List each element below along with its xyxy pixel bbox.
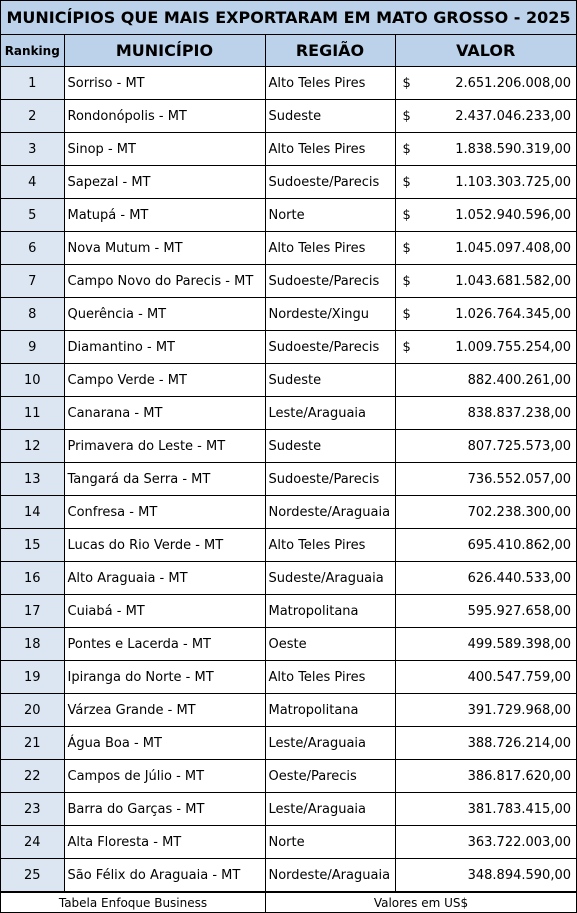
regiao-cell: Sudoeste/Parecis: [265, 463, 395, 496]
valor-amount: 348.894.590,00: [467, 867, 571, 883]
valor-amount: 400.547.759,00: [467, 669, 571, 685]
valor-cell: [395, 298, 576, 331]
valor-cell: [395, 661, 576, 694]
regiao-cell: Sudoeste/Parecis: [265, 265, 395, 298]
rank-cell: 1: [1, 67, 64, 100]
rank-cell: 9: [1, 331, 64, 364]
valor-cell: [395, 463, 576, 496]
rank-cell: 25: [1, 859, 64, 892]
regiao-cell: Alto Teles Pires: [265, 133, 395, 166]
municipio-cell: Sapezal - MT: [64, 166, 265, 199]
valor-amount: 388.726.214,00: [467, 735, 571, 751]
footer-source: Tabela Enfoque Business: [1, 893, 266, 912]
valor-cell: [395, 166, 576, 199]
table-row: [1, 67, 576, 100]
municipio-cell: Confresa - MT: [64, 496, 265, 529]
municipio-cell: Campos de Júlio - MT: [64, 760, 265, 793]
rank-cell: 22: [1, 760, 64, 793]
municipio-cell: Alto Araguaia - MT: [64, 562, 265, 595]
valor-cell: [395, 793, 576, 826]
valor-cell: [395, 331, 576, 364]
table-row: [1, 232, 576, 265]
regiao-cell: Sudoeste/Parecis: [265, 331, 395, 364]
regiao-cell: Alto Teles Pires: [265, 529, 395, 562]
table-footer: [1, 892, 576, 912]
regiao-cell: Sudeste: [265, 364, 395, 397]
rank-cell: 10: [1, 364, 64, 397]
table-row: [1, 628, 576, 661]
table-row: [1, 100, 576, 133]
header-municipio: MUNICÍPIO: [64, 35, 265, 67]
municipio-cell: Canarana - MT: [64, 397, 265, 430]
valor-amount: 1.052.940.596,00: [455, 207, 571, 223]
rank-cell: 17: [1, 595, 64, 628]
regiao-cell: Nordeste/Araguaia: [265, 859, 395, 892]
valor-amount: 626.440.533,00: [467, 570, 571, 586]
table-row: [1, 397, 576, 430]
rank-cell: 7: [1, 265, 64, 298]
rank-cell: 8: [1, 298, 64, 331]
table-row: [1, 463, 576, 496]
regiao-cell: Norte: [265, 826, 395, 859]
table-row: [1, 859, 576, 892]
regiao-cell: Sudeste: [265, 430, 395, 463]
valor-cell: [395, 859, 576, 892]
table-body: [1, 67, 576, 892]
valor-cell: [395, 100, 576, 133]
table-row: [1, 760, 576, 793]
valor-cell: [395, 595, 576, 628]
valor-amount: 595.927.658,00: [467, 603, 571, 619]
rank-cell: 15: [1, 529, 64, 562]
municipio-cell: Lucas do Rio Verde - MT: [64, 529, 265, 562]
municipio-cell: Sorriso - MT: [64, 67, 265, 100]
valor-cell: [395, 199, 576, 232]
table-row: [1, 529, 576, 562]
header-row: [1, 35, 576, 67]
regiao-cell: Nordeste/Araguaia: [265, 496, 395, 529]
regiao-cell: Leste/Araguaia: [265, 793, 395, 826]
valor-cell: [395, 760, 576, 793]
header-valor: VALOR: [395, 35, 576, 67]
currency-symbol: $: [402, 273, 411, 289]
valor-amount: 499.589.398,00: [467, 636, 571, 652]
regiao-cell: Matropolitana: [265, 694, 395, 727]
municipio-cell: Campo Verde - MT: [64, 364, 265, 397]
regiao-cell: Sudeste: [265, 100, 395, 133]
valor-amount: 1.026.764.345,00: [455, 306, 571, 322]
valor-amount: 381.783.415,00: [467, 801, 571, 817]
valor-cell: [395, 430, 576, 463]
valor-amount: 2.651.206.008,00: [455, 75, 571, 91]
currency-symbol: $: [402, 141, 411, 157]
municipio-cell: Água Boa - MT: [64, 727, 265, 760]
regiao-cell: Oeste/Parecis: [265, 760, 395, 793]
currency-symbol: $: [402, 108, 411, 124]
header-regiao: REGIÃO: [265, 35, 395, 67]
valor-amount: 882.400.261,00: [467, 372, 571, 388]
municipio-cell: Cuiabá - MT: [64, 595, 265, 628]
regiao-cell: Sudoeste/Parecis: [265, 166, 395, 199]
currency-symbol: $: [402, 174, 411, 190]
footer-currency-note: Valores em US$: [373, 895, 469, 910]
valor-cell: [395, 562, 576, 595]
regiao-cell: Alto Teles Pires: [265, 232, 395, 265]
municipio-cell: Barra do Garças - MT: [64, 793, 265, 826]
valor-cell: [395, 628, 576, 661]
rank-cell: 20: [1, 694, 64, 727]
municipio-cell: Querência - MT: [64, 298, 265, 331]
table-row: [1, 661, 576, 694]
valor-amount: 807.725.573,00: [467, 438, 571, 454]
valor-amount: 391.729.968,00: [467, 702, 571, 718]
valor-amount: 1.103.303.725,00: [455, 174, 571, 190]
currency-symbol: $: [402, 306, 411, 322]
valor-cell: [395, 265, 576, 298]
municipio-cell: Várzea Grande - MT: [64, 694, 265, 727]
rank-cell: 12: [1, 430, 64, 463]
valor-cell: [395, 364, 576, 397]
municipio-cell: Campo Novo do Parecis - MT: [64, 265, 265, 298]
municipio-cell: Tangará da Serra - MT: [64, 463, 265, 496]
municipio-cell: Ipiranga do Norte - MT: [64, 661, 265, 694]
valor-cell: [395, 496, 576, 529]
rank-cell: 6: [1, 232, 64, 265]
valor-cell: [395, 67, 576, 100]
regiao-cell: Alto Teles Pires: [265, 67, 395, 100]
table-row: [1, 727, 576, 760]
regiao-cell: Alto Teles Pires: [265, 661, 395, 694]
regiao-cell: Leste/Araguaia: [265, 397, 395, 430]
table-row: [1, 694, 576, 727]
municipio-cell: Pontes e Lacerda - MT: [64, 628, 265, 661]
currency-symbol: $: [402, 75, 411, 91]
regiao-cell: Oeste: [265, 628, 395, 661]
rank-cell: 2: [1, 100, 64, 133]
rank-cell: 13: [1, 463, 64, 496]
table-row: [1, 595, 576, 628]
table-row: [1, 133, 576, 166]
table-row: [1, 364, 576, 397]
table-row: [1, 430, 576, 463]
valor-amount: 838.837.238,00: [467, 405, 571, 421]
rank-cell: 5: [1, 199, 64, 232]
regiao-cell: Matropolitana: [265, 595, 395, 628]
currency-symbol: $: [402, 240, 411, 256]
valor-cell: [395, 694, 576, 727]
valor-amount: 1.045.097.408,00: [455, 240, 571, 256]
table-row: [1, 331, 576, 364]
valor-cell: [395, 826, 576, 859]
table-row: [1, 826, 576, 859]
regiao-cell: Leste/Araguaia: [265, 727, 395, 760]
municipio-cell: São Félix do Araguaia - MT: [64, 859, 265, 892]
valor-amount: 1.838.590.319,00: [455, 141, 571, 157]
table-row: [1, 793, 576, 826]
header-ranking: Ranking: [1, 35, 64, 67]
table-row: [1, 166, 576, 199]
municipio-cell: Sinop - MT: [64, 133, 265, 166]
table-row: [1, 496, 576, 529]
municipio-cell: Alta Floresta - MT: [64, 826, 265, 859]
municipio-cell: Rondonópolis - MT: [64, 100, 265, 133]
municipio-cell: Nova Mutum - MT: [64, 232, 265, 265]
municipio-cell: Primavera do Leste - MT: [64, 430, 265, 463]
currency-symbol: $: [402, 339, 411, 355]
regiao-cell: Norte: [265, 199, 395, 232]
valor-cell: [395, 727, 576, 760]
rank-cell: 16: [1, 562, 64, 595]
municipio-cell: Matupá - MT: [64, 199, 265, 232]
table-row: [1, 562, 576, 595]
regiao-cell: Nordeste/Xingu: [265, 298, 395, 331]
valor-amount: 1.009.755.254,00: [455, 339, 571, 355]
valor-cell: [395, 133, 576, 166]
valor-amount: 1.043.681.582,00: [455, 273, 571, 289]
rank-cell: 14: [1, 496, 64, 529]
valor-amount: 363.722.003,00: [467, 834, 571, 850]
rank-cell: 11: [1, 397, 64, 430]
table-row: [1, 199, 576, 232]
valor-amount: 386.817.620,00: [467, 768, 571, 784]
rank-cell: 4: [1, 166, 64, 199]
valor-amount: 702.238.300,00: [467, 504, 571, 520]
valor-cell: [395, 397, 576, 430]
rank-cell: 3: [1, 133, 64, 166]
valor-cell: [395, 529, 576, 562]
table-row: [1, 265, 576, 298]
table-title: MUNICÍPIOS QUE MAIS EXPORTARAM EM MATO GROSSO - 2025: [1, 1, 576, 35]
rank-cell: 24: [1, 826, 64, 859]
table-row: [1, 298, 576, 331]
valor-amount: 695.410.862,00: [467, 537, 571, 553]
rank-cell: 18: [1, 628, 64, 661]
rank-cell: 19: [1, 661, 64, 694]
valor-amount: 2.437.046.233,00: [455, 108, 571, 124]
currency-symbol: $: [402, 207, 411, 223]
rank-cell: 23: [1, 793, 64, 826]
ranking-table: [1, 35, 576, 892]
regiao-cell: Sudeste/Araguaia: [265, 562, 395, 595]
rank-cell: 21: [1, 727, 64, 760]
valor-cell: [395, 232, 576, 265]
valor-amount: 736.552.057,00: [467, 471, 571, 487]
municipio-cell: Diamantino - MT: [64, 331, 265, 364]
